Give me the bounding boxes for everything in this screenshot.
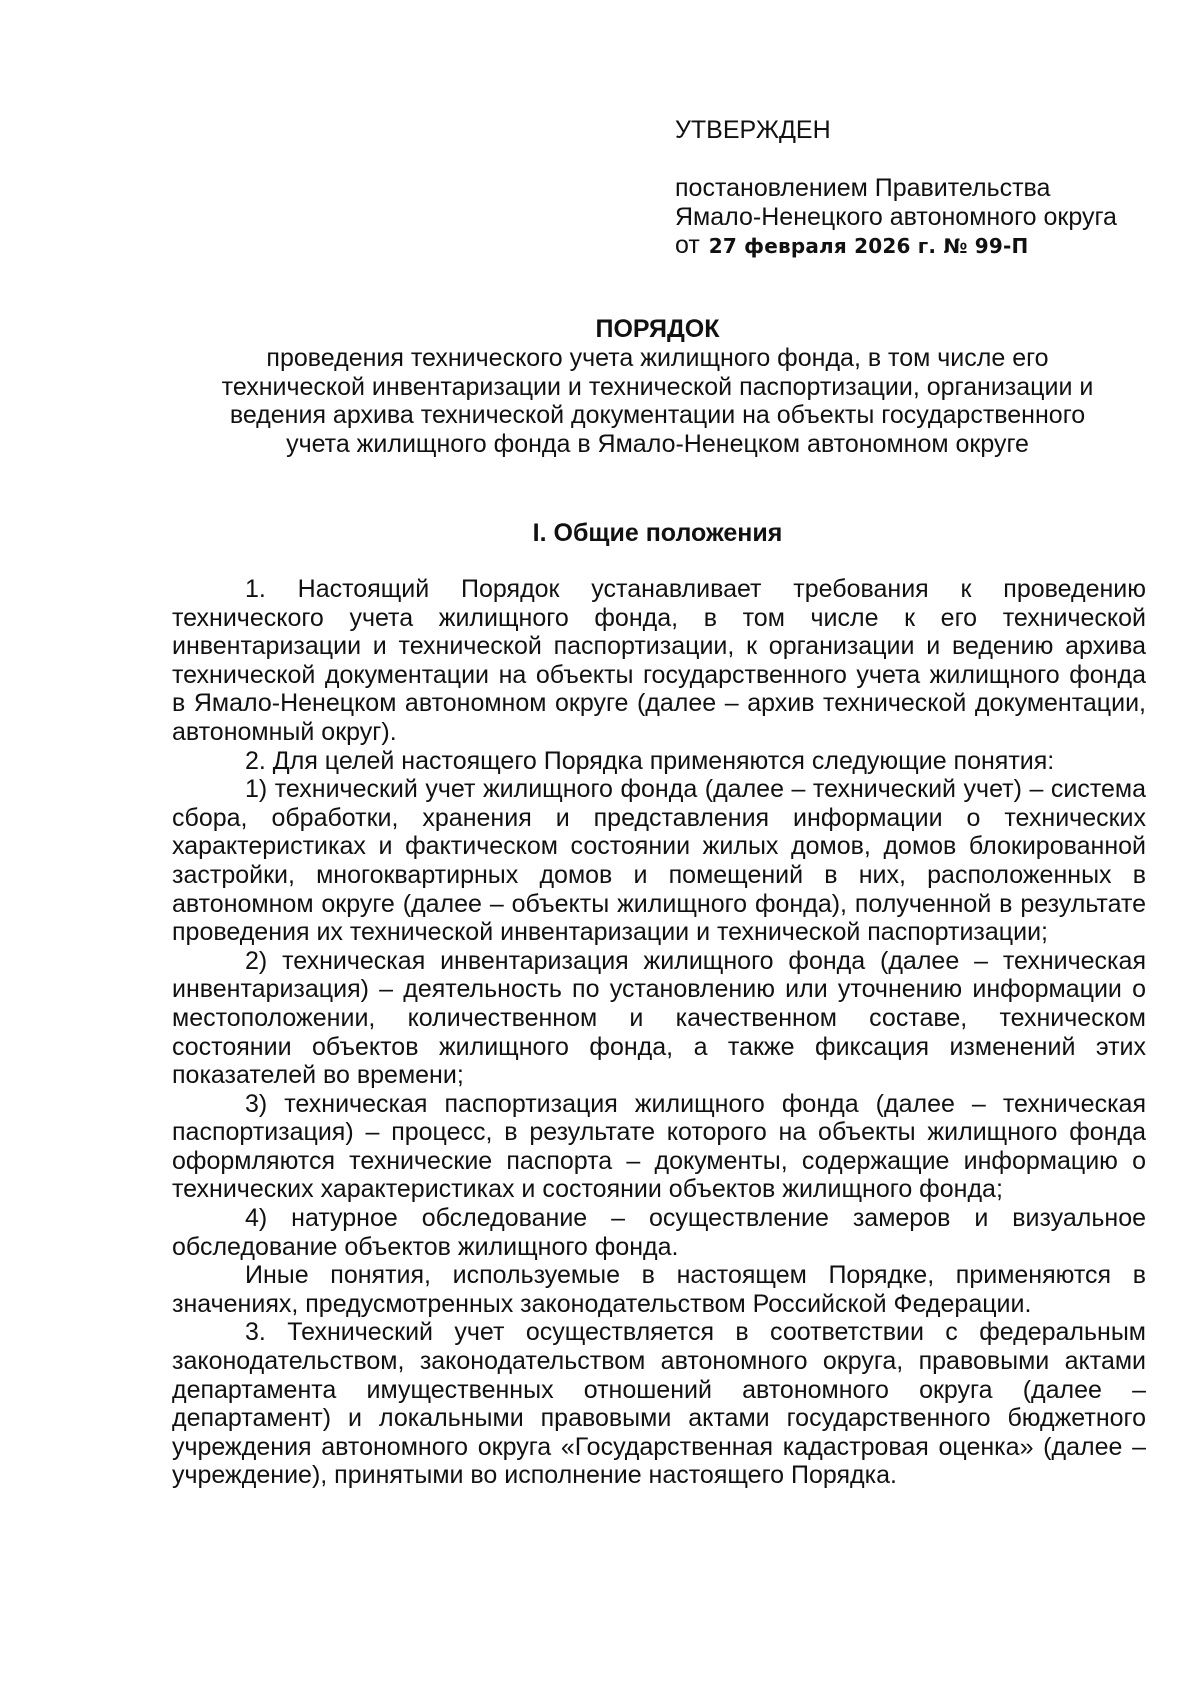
section-title: I. Общие положения bbox=[532, 519, 783, 547]
definition-2: 2) техническая инвентаризация жилищного фонда (далее – техническая инвентаризация) – деятельность по установлению или уточнению информации о местоположении, количественном и качественном составе, техническом состоянии объектов жилищного фонда, а также фиксация изменений этих показателей во времени; bbox=[172, 946, 1146, 1090]
approval-date-prefix: от bbox=[675, 231, 700, 260]
approval-date-value: 27 февраля 2026 г. № 99-П bbox=[708, 234, 1029, 259]
approval-line-1: постановлением Правительства bbox=[675, 174, 1051, 202]
paragraph-1: 1. Настоящий Порядок устанавливает требования к проведению технического учета жилищного фонда, в том числе к его технической инвентаризации и технической паспортизации, к организации и ведению архива технической документации на объекты государственного учета жилищного фонда в Ямало-Ненецком автономном округе (далее – архив технической документации, автономный округ). bbox=[172, 575, 1146, 746]
paragraph-3: 3. Технический учет осуществляется в соответствии с федеральным законодательством, законодательством автономного округа, правовыми актами департамента имущественных отношений автономного округа (далее – департамент) и локальными правовыми актами государственного бюджетного учреждения автономного округа «Государственная кадастровая оценка» (далее – учреждение), принятыми во исполнение настоящего Порядка. bbox=[172, 1318, 1146, 1490]
document-body bbox=[172, 575, 1146, 1490]
subtitle-line: проведения технического учета жилищного фонда, в том числе его bbox=[266, 344, 1049, 372]
approval-block bbox=[675, 113, 1165, 261]
approval-stamp: УТВЕРЖДЕН bbox=[675, 116, 831, 144]
other-terms-paragraph: Иные понятия, используемые в настоящем Порядке, применяются в значениях, предусмотренных законодательством Российской Федерации. bbox=[172, 1261, 1146, 1318]
definition-3: 3) техническая паспортизация жилищного фонда (далее – техническая паспортизация) – процесс, в результате которого на объекты жилищного фонда оформляются технические паспорта – документы, содержащие информацию о технических характеристиках и состоянии объектов жилищного фонда; bbox=[172, 1089, 1146, 1204]
document-title: ПОРЯДОК bbox=[595, 315, 720, 343]
subtitle-line: технической инвентаризации и технической паспортизации, организации и bbox=[221, 372, 1094, 401]
definition-4: 4) натурное обследование – осуществление замеров и визуальное обследование объектов жилищного фонда. bbox=[172, 1204, 1146, 1261]
approval-date-line bbox=[675, 231, 1165, 261]
subtitle-line: ведения архива технической документации на объекты государственного bbox=[229, 401, 1086, 430]
definition-1: 1) технический учет жилищного фонда (далее – технический учет) – система сбора, обработки, хранения и представления информации о технических характеристиках и фактическом состоянии жилых домов, домов блокированной застройки, многоквартирных домов и помещений в них, расположенных в автономном округе (далее – объекты жилищного фонда), полученной в результате проведения их технической инвентаризации и технической паспортизации; bbox=[172, 775, 1146, 947]
approval-line-2: Ямало-Ненецкого автономного округа bbox=[675, 202, 1117, 231]
paragraph-2: 2. Для целей настоящего Порядка применяются следующие понятия: bbox=[245, 746, 1055, 775]
document-subtitle bbox=[170, 344, 1145, 458]
subtitle-line: учета жилищного фонда в Ямало-Ненецком автономном округе bbox=[286, 429, 1029, 458]
